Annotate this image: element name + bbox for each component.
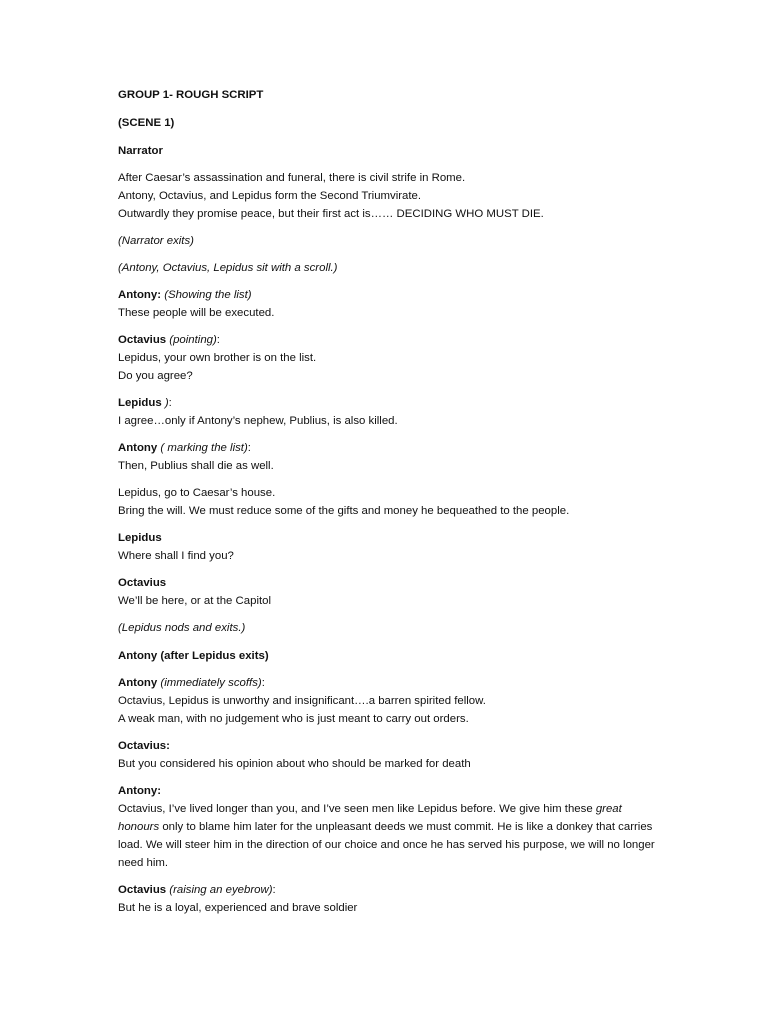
narration-line: Outwardly they promise peace, but their first act is…… DECIDING WHO MUST DIE. (118, 208, 544, 220)
speaker-name: Octavius: (118, 740, 170, 752)
dialogue-block (118, 574, 658, 610)
dialogue-line: Lepidus, your own brother is on the list. (118, 352, 317, 364)
speaker-direction: (immediately scoffs) (160, 677, 262, 689)
speaker-name: Lepidus (118, 397, 162, 409)
speaker-suffix: : (216, 334, 220, 346)
dialogue-line: We’ll be here, or at the Capitol (118, 595, 272, 607)
dialogue-line: Where shall I find you? (118, 550, 234, 562)
dialogue-block (118, 782, 658, 872)
dialogue-line: I agree…only if Antony’s nephew, Publius, is also killed. (118, 415, 398, 427)
speaker-name: Octavius (118, 334, 167, 346)
dialogue-line: Bring the will. We must reduce some of the gifts and money he bequeathed to the people. (118, 505, 570, 517)
speaker-direction: (Showing the list) (164, 289, 252, 301)
dialogue-line: These people will be executed. (118, 307, 275, 319)
speaker-name: Antony: (118, 289, 162, 301)
dialogue-block (118, 529, 658, 565)
dialogue-line: Octavius, Lepidus is unworthy and insignificant….a barren spirited fellow. (118, 695, 486, 707)
speaker-name: Lepidus (118, 532, 162, 544)
speaker-suffix: : (168, 397, 172, 409)
speaker-direction: ( marking the list) (160, 442, 248, 454)
speaker-name: Octavius (118, 577, 167, 589)
speaker-name: Octavius (118, 884, 167, 896)
dialogue-text: only to blame him later for the unpleasant deeds we must commit. He is like a donkey that carries load. We will steer him in the direction of our choice and once he has served his purpose, we will no longer need him. (118, 821, 655, 869)
stage-direction: (Lepidus nods and exits.) (118, 622, 246, 634)
narration-line: Antony, Octavius, and Lepidus form the Second Triumvirate. (118, 190, 422, 202)
dialogue-line: Lepidus, go to Caesar’s house. (118, 487, 276, 499)
narrator-heading: Narrator (118, 145, 163, 157)
dialogue-block (118, 439, 658, 475)
dialogue-block (118, 394, 658, 430)
narration-line: After Caesar’s assassination and funeral, there is civil strife in Rome. (118, 172, 466, 184)
script-title: GROUP 1- ROUGH SCRIPT (118, 89, 264, 101)
dialogue-emphasis: great honours (118, 803, 622, 833)
dialogue-block (118, 737, 658, 773)
speaker-direction: (pointing) (169, 334, 217, 346)
speaker-line (118, 331, 658, 349)
speaker-line (118, 674, 658, 692)
dialogue-block (118, 331, 658, 385)
scene-heading: (SCENE 1) (118, 117, 175, 129)
dialogue-block (118, 674, 658, 728)
speaker-name: Antony (118, 677, 158, 689)
section-heading: Antony (after Lepidus exits) (118, 650, 269, 662)
dialogue-paragraph (118, 800, 658, 872)
narration-block (118, 169, 658, 223)
speaker-name: Antony (118, 442, 158, 454)
dialogue-block (118, 484, 658, 520)
dialogue-block (118, 881, 658, 917)
speaker-line (118, 881, 658, 899)
speaker-direction: (raising an eyebrow) (169, 884, 273, 896)
speaker-line (118, 394, 658, 412)
speaker-line (118, 439, 658, 457)
dialogue-line: A weak man, with no judgement who is just meant to carry out orders. (118, 713, 469, 725)
speaker-suffix: : (261, 677, 265, 689)
script-body (118, 86, 658, 917)
dialogue-text: Octavius, I’ve lived longer than you, and I’ve seen men like Lepidus before. We give him these (118, 803, 596, 815)
speaker-suffix: : (272, 884, 276, 896)
speaker-direction: ) (164, 397, 169, 409)
speaker-line (118, 286, 658, 304)
dialogue-block (118, 286, 658, 322)
stage-direction: (Narrator exits) (118, 235, 194, 247)
speaker-name: Antony: (118, 785, 162, 797)
dialogue-line: But he is a loyal, experienced and brave soldier (118, 902, 358, 914)
speaker-suffix: : (247, 442, 251, 454)
dialogue-line: Do you agree? (118, 370, 193, 382)
dialogue-line: Then, Publius shall die as well. (118, 460, 274, 472)
stage-direction: (Antony, Octavius, Lepidus sit with a scroll.) (118, 262, 338, 274)
dialogue-line: But you considered his opinion about who should be marked for death (118, 758, 471, 770)
